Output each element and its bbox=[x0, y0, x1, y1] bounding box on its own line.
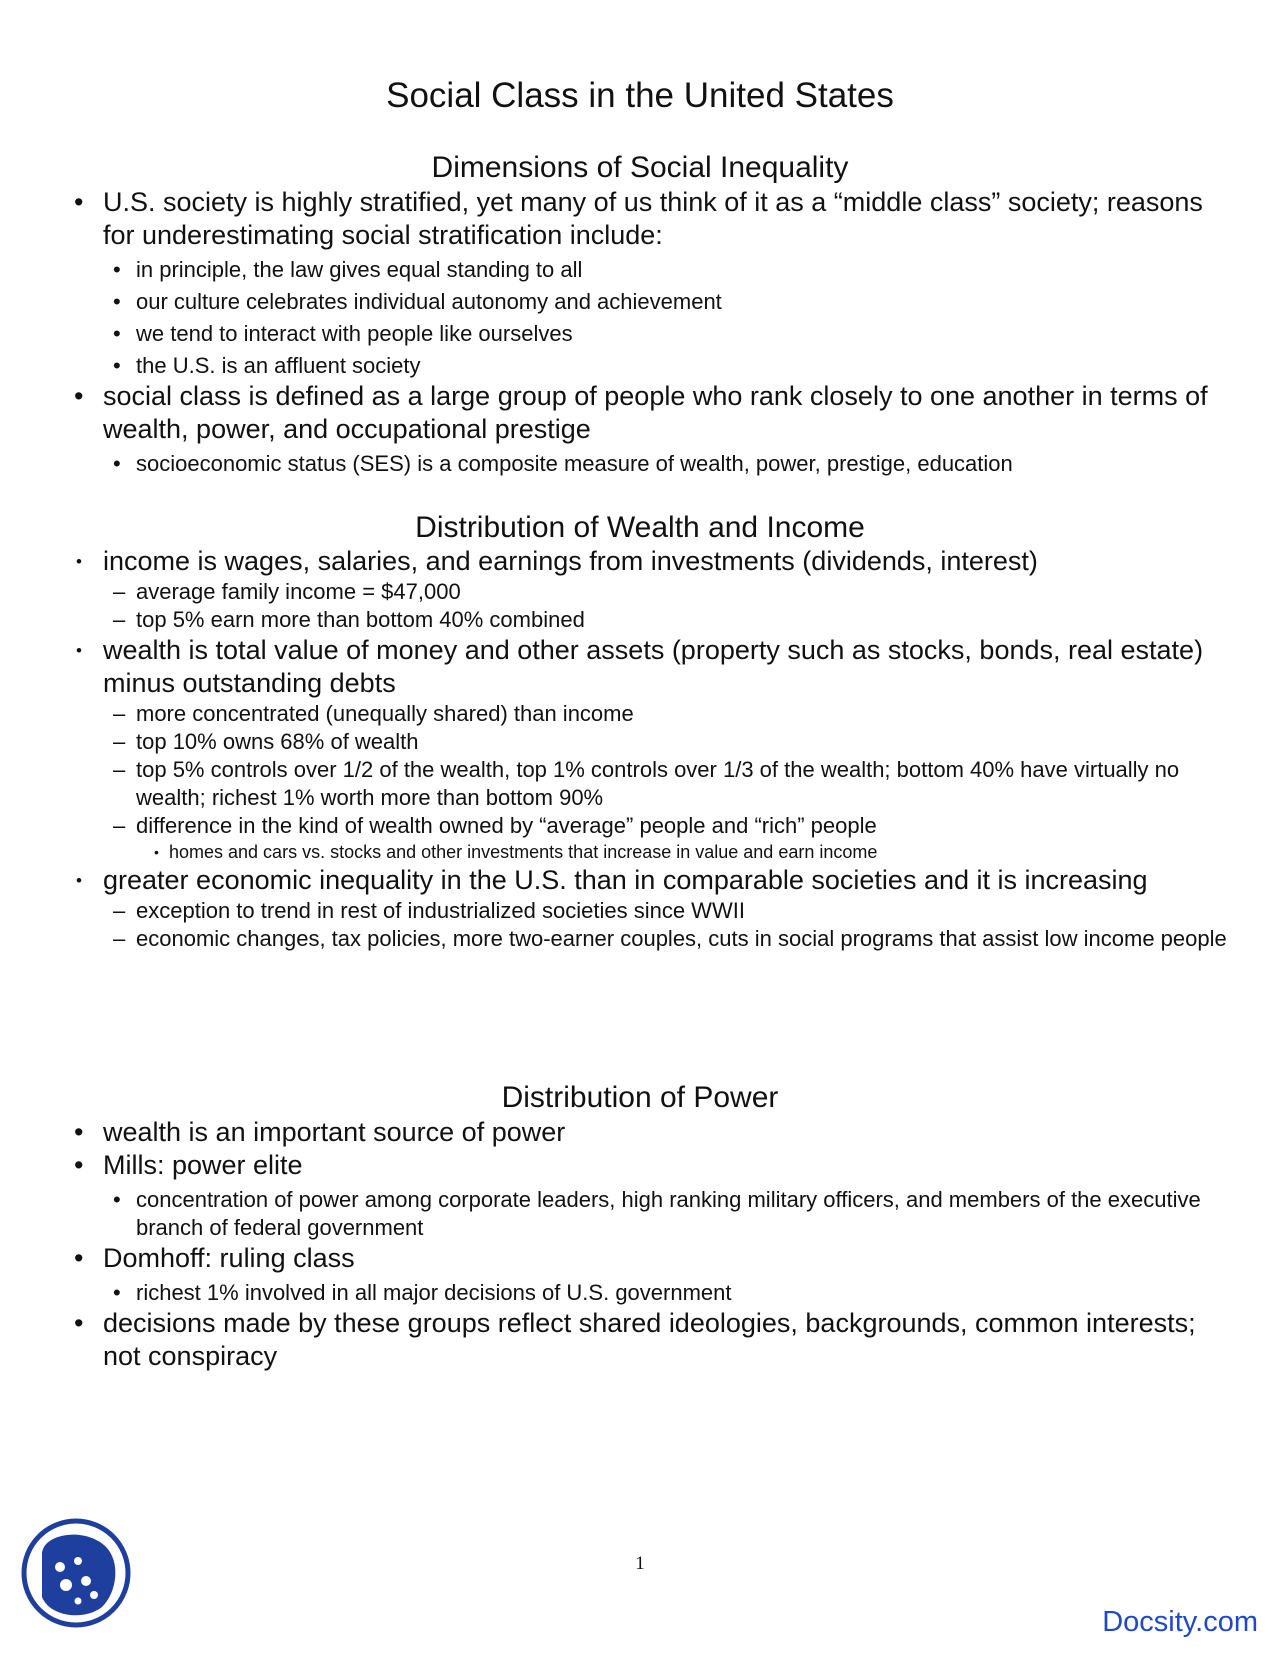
list-item: – top 5% earn more than bottom 40% combined bbox=[113, 607, 585, 632]
bullet-marker: • bbox=[113, 1187, 121, 1212]
dash-marker: – bbox=[113, 898, 126, 923]
list-item: • Domhoff: ruling class bbox=[74, 1243, 355, 1273]
dash-marker: – bbox=[113, 757, 126, 782]
bullet-marker: • bbox=[76, 552, 82, 571]
bullet-marker: • bbox=[113, 321, 121, 346]
bullet-marker: • bbox=[113, 451, 121, 476]
section-social-inequality bbox=[68, 186, 1228, 478]
list-item: • socioeconomic status (SES) is a composite measure of wealth, power, prestige, education bbox=[113, 451, 1013, 476]
dash-marker: – bbox=[113, 607, 126, 632]
list-item: • concentration of power among corporate leaders, high ranking military officers, and members of the executive branch of federal government bbox=[113, 1187, 1201, 1240]
section-power bbox=[68, 1116, 1228, 1373]
bullet-marker: • bbox=[76, 871, 82, 890]
docsity-logo-icon bbox=[20, 1517, 132, 1629]
list-item: • we tend to interact with people like ourselves bbox=[113, 321, 573, 346]
bullet-marker: • bbox=[74, 1117, 84, 1147]
bullet-marker: • bbox=[74, 381, 84, 411]
dash-marker: – bbox=[113, 926, 126, 951]
list-item: – economic changes, tax policies, more two-earner couples, cuts in social programs that assist low income people bbox=[113, 926, 1227, 951]
bullet-marker: • bbox=[74, 1243, 84, 1273]
list-item: – exception to trend in rest of industrialized societies since WWII bbox=[113, 898, 745, 923]
list-item: • decisions made by these groups reflect shared ideologies, backgrounds, common interests; not conspiracy bbox=[74, 1308, 1196, 1371]
list-item: • social class is defined as a large group of people who rank closely to one another in terms of wealth, power, and occupational prestige bbox=[74, 381, 1208, 444]
list-item: • wealth is total value of money and other assets (property such as stocks, bonds, real estate) minus outstanding debts bbox=[76, 635, 1204, 698]
list-item: • richest 1% involved in all major decisions of U.S. government bbox=[113, 1280, 732, 1305]
bullet-marker: • bbox=[113, 353, 121, 378]
list-item: • homes and cars vs. stocks and other investments that increase in value and earn income bbox=[154, 842, 878, 862]
list-item: • wealth is an important source of power bbox=[74, 1117, 566, 1147]
list-item: • Mills: power elite bbox=[74, 1150, 303, 1180]
list-item: • U.S. society is highly stratified, yet many of us think of it as a “middle class” society; reasons for underestimating social stratification include: bbox=[74, 187, 1203, 250]
section-heading-social-inequality: Dimensions of Social Inequality bbox=[431, 151, 849, 184]
bullet-marker: • bbox=[74, 1308, 84, 1338]
list-item: – average family income = $47,000 bbox=[113, 579, 461, 604]
list-item: • greater economic inequality in the U.S. than in comparable societies and it is increasing bbox=[76, 865, 1148, 895]
list-item: – top 5% controls over 1/2 of the wealth, top 1% controls over 1/3 of the wealth; bottom 40% have virtually no wealth; richest 1% worth more than bottom 90% bbox=[113, 757, 1180, 810]
dash-marker: – bbox=[113, 579, 126, 604]
bullet-marker: • bbox=[113, 257, 121, 282]
section-heading-wealth-income: Distribution of Wealth and Income bbox=[415, 511, 865, 544]
bullet-marker: • bbox=[76, 641, 82, 660]
docsity-link[interactable]: Docsity.com bbox=[1102, 1606, 1258, 1638]
dash-marker: – bbox=[113, 813, 126, 838]
list-item: • in principle, the law gives equal standing to all bbox=[113, 257, 583, 282]
document-title: Social Class in the United States bbox=[386, 76, 894, 115]
section-wealth-income bbox=[68, 545, 1228, 953]
list-item: – top 10% owns 68% of wealth bbox=[113, 729, 419, 754]
bullet-marker: • bbox=[113, 289, 121, 314]
list-item: • our culture celebrates individual autonomy and achievement bbox=[113, 289, 722, 314]
list-item: – difference in the kind of wealth owned by “average” people and “rich” people bbox=[113, 813, 877, 838]
dash-marker: – bbox=[113, 701, 126, 726]
list-item: • the U.S. is an affluent society bbox=[113, 353, 421, 378]
list-item: – more concentrated (unequally shared) than income bbox=[113, 701, 634, 726]
section-heading-power: Distribution of Power bbox=[501, 1081, 779, 1114]
bullet-marker: • bbox=[74, 187, 84, 217]
bullet-marker: • bbox=[74, 1150, 84, 1180]
bullet-marker: • bbox=[113, 1280, 121, 1305]
dash-marker: – bbox=[113, 729, 126, 754]
list-item: • income is wages, salaries, and earnings from investments (dividends, interest) bbox=[76, 546, 1038, 576]
bullet-marker: • bbox=[154, 844, 159, 860]
page-number: 1 bbox=[635, 1553, 645, 1574]
